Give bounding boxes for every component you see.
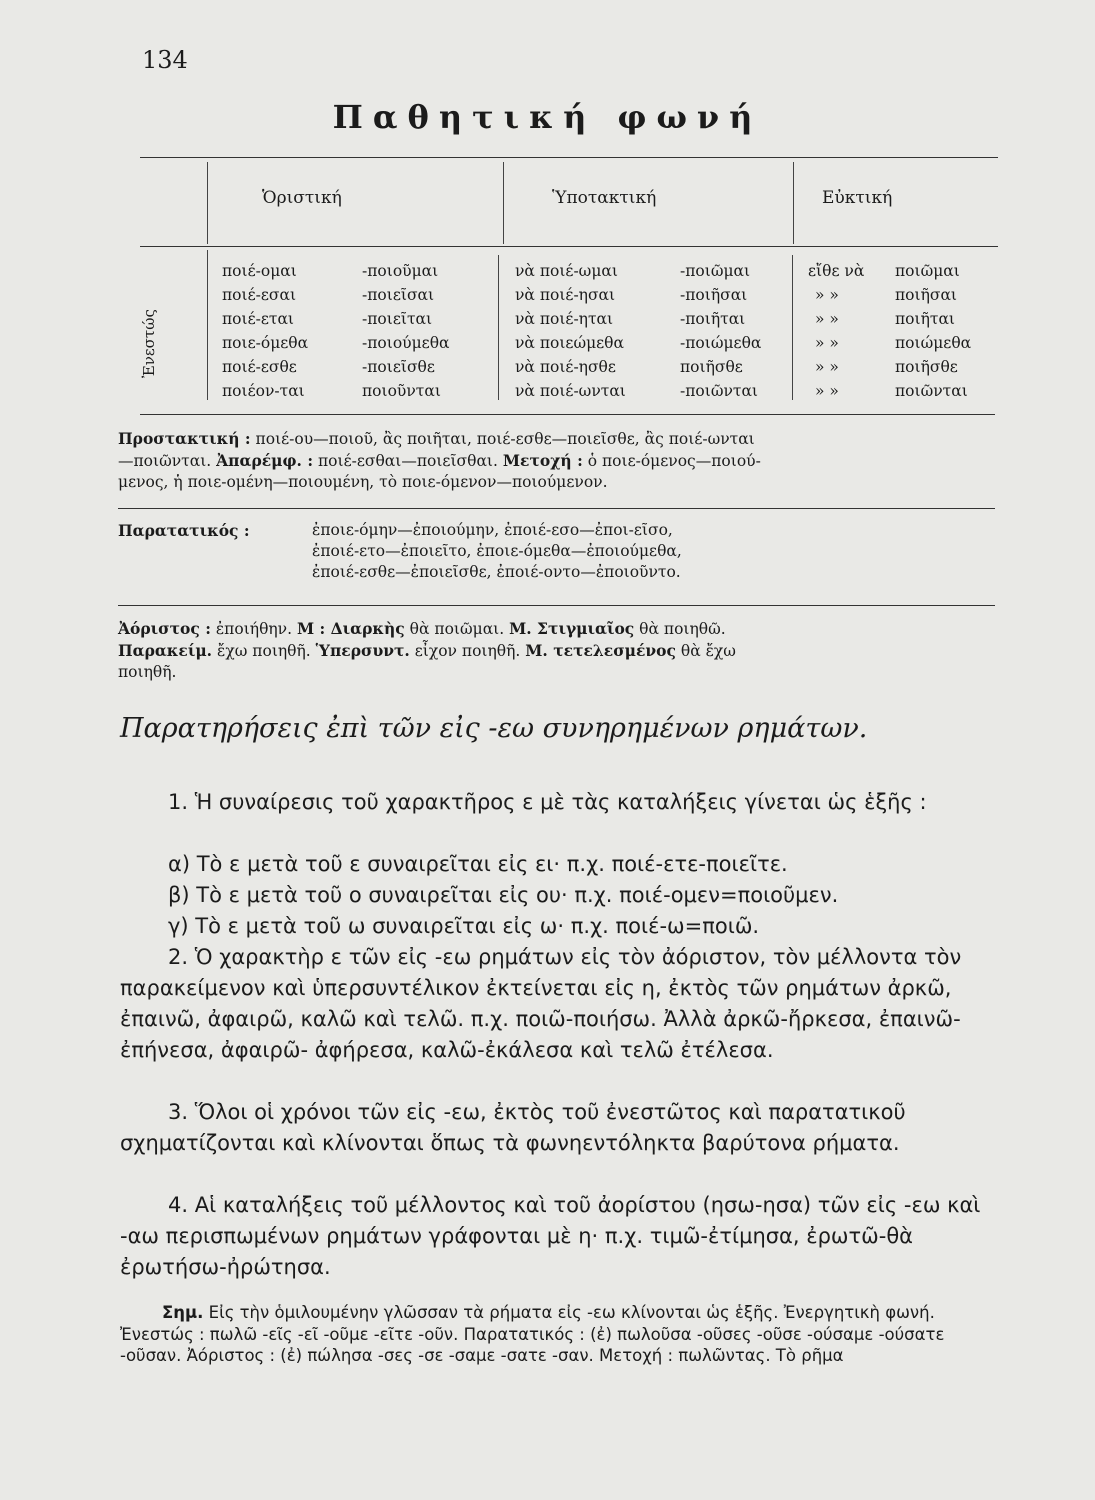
cell-sub-a: νὰ ποιέ-ωμαι: [515, 262, 618, 280]
cell-sub-a: νὰ ποιέ-ωνται: [515, 382, 626, 400]
imperfect-line: ἐποιέ-ετο—ἐποιεῖτο, ἐποιε-όμεθα—ἐποιούμεθα,: [312, 542, 682, 560]
infinitive-text: ποιέ-εσθαι—ποιεῖσθαι.: [313, 452, 503, 470]
participle-cont: μενος, ἡ ποιε-ομένη—ποιουμένη, τὸ ποιε-όμενον—ποιούμενον.: [118, 473, 608, 491]
cell-sub-a: νὰ ποιεώμεθα: [515, 334, 624, 352]
perfect-text: ἔχω ποιηθῆ.: [212, 642, 316, 660]
future-perfect-cont: ποιηθῆ.: [118, 663, 177, 681]
cell-sub-b: -ποιῶμαι: [680, 262, 751, 280]
cell-opt-a: » »: [815, 382, 839, 400]
observation-1: 1. Ἡ συναίρεσις τοῦ χαρακτῆρος ε μὲ τὰς καταλήξεις γίνεται ὡς ἑξῆς :: [168, 790, 927, 814]
cell-sub-b: ποιῆσθε: [680, 358, 743, 376]
column-divider: [207, 250, 208, 400]
column-divider: [793, 162, 794, 244]
infinitive-label: Ἀπαρέμφ. :: [216, 451, 314, 470]
future-simple-text: θὰ ποιηθῶ.: [634, 620, 726, 638]
imperfect-line: ἐποιέ-εσθε—ἐποιεῖσθε, ἐποιέ-οντο—ἐποιοῦντο.: [312, 563, 681, 581]
cell-opt-a: » »: [815, 286, 839, 304]
page-number: 134: [142, 46, 188, 74]
cell-opt-b: ποιῆσθε: [895, 358, 958, 376]
imperative-text: ποιέ-ου—ποιοῦ, ἂς ποιῆται, ποιέ-εσθε—ποιεῖσθε, ἂς ποιέ-ωνται: [250, 430, 755, 448]
cell-sub-b: -ποιώμεθα: [680, 334, 762, 352]
cell-ind-a: ποιέ-εσαι: [222, 286, 297, 304]
header-optative: Εὐκτική: [822, 188, 893, 208]
perfect-label: Παρακείμ.: [118, 641, 213, 660]
pluperfect-label: Ὑπερσυντ.: [315, 641, 410, 660]
cell-ind-b: -ποιούμεθα: [362, 334, 450, 352]
observation-1b: β) Τὸ ε μετὰ τοῦ ο συναιρεῖται εἰς ου· π.χ. ποιέ-ομεν=ποιοῦμεν.: [168, 883, 839, 907]
future-continuous-label: Μ : Διαρκὴς: [296, 619, 405, 638]
cell-sub-a: νὰ ποιέ-ησθε: [515, 358, 616, 376]
column-divider: [498, 255, 499, 400]
imperative-block: [118, 428, 998, 493]
participle-label: Μετοχή :: [502, 451, 583, 470]
cell-ind-b: -ποιεῖται: [362, 310, 433, 328]
imperfect-forms: [312, 520, 682, 583]
imperfect-line: ἐποιε-όμην—ἐποιούμην, ἐποιέ-εσο—ἐποι-εῖσο,: [312, 521, 673, 539]
cell-ind-a: ποιε-όμεθα: [222, 334, 309, 352]
observations-heading: Παρατηρήσεις ἐπὶ τῶν εἰς -εω συνηρημένων ρημάτων.: [120, 713, 868, 744]
future-perfect-label: Μ. τετελεσμένος: [525, 641, 676, 660]
tense-label-present: Ἐνεστώς: [140, 309, 158, 378]
cell-ind-a: ποιέον-ται: [222, 382, 305, 400]
section-rule: [118, 508, 995, 509]
cell-ind-b: -ποιεῖσθε: [362, 358, 435, 376]
aorist-label: Ἀόριστος :: [118, 619, 211, 638]
aorist-block: [118, 618, 998, 683]
footnote: [120, 1302, 990, 1367]
cell-sub-b: -ποιῆται: [680, 310, 746, 328]
future-continuous-text: θὰ ποιῶμαι.: [404, 620, 510, 638]
imperfect-label: Παρατατικός :: [118, 521, 250, 540]
observation-1a: α) Τὸ ε μετὰ τοῦ ε συναιρεῖται εἰς ει· π.χ. ποιέ-ετε-ποιεῖτε.: [168, 852, 788, 876]
cell-opt-b: ποιῶμαι: [895, 262, 960, 280]
participle-text: ὁ ποιε-όμενος—ποιού-: [582, 452, 761, 470]
cell-ind-b: ποιοῦνται: [362, 382, 441, 400]
column-divider: [792, 255, 793, 400]
cell-opt-b: ποιῆσαι: [895, 286, 958, 304]
aorist-text: ἐποιήθην.: [210, 620, 297, 638]
column-divider: [207, 162, 208, 244]
page-title: Παθητική φωνή: [332, 98, 763, 136]
observation-2: 2. Ὁ χαρακτὴρ ε τῶν εἰς -εω ρημάτων εἰς τὸν ἀόριστον, τὸν μέλλοντα τὸν παρακείμενον καὶ ὑπερσυντέλικον ἐκτείνεται εἰς η, ἐκτὸς τῶν ρημάτων ἀρκῶ, ἐπαινῶ, ἀφαιρῶ, καλῶ καὶ τελῶ. π.χ. ποιῶ-ποιήσω. Ἀλλὰ ἀρκῶ-ἤρκεσα, ἐπαινῶ-ἐπήνεσα, ἀφαιρῶ- ἀφήρεσα, καλῶ-ἐκάλεσα καὶ τελῶ ἐτέλεσα.: [120, 945, 962, 1062]
imperative-cont: —ποιῶνται.: [118, 452, 217, 470]
header-indicative: Ὁριστική: [262, 188, 342, 208]
table-top-rule: [140, 157, 998, 158]
cell-sub-a: νὰ ποιέ-ησαι: [515, 286, 616, 304]
cell-opt-a: » »: [815, 310, 839, 328]
future-perfect-text: θὰ ἔχω: [675, 642, 736, 660]
cell-opt-a: » »: [815, 334, 839, 352]
observation-4: 4. Αἱ καταλήξεις τοῦ μέλλοντος καὶ τοῦ ἀορίστου (ησω-ησα) τῶν εἰς -εω καὶ -αω περισπωμένων ρημάτων γράφονται μὲ η· π.χ. τιμῶ-ἐτίμησα, ἐρωτῶ-θὰ ἐρωτήσω-ἠρώτησα.: [120, 1193, 981, 1279]
observation-1c: γ) Τὸ ε μετὰ τοῦ ω συναιρεῖται εἰς ω· π.χ. ποιέ-ω=ποιῶ.: [168, 914, 760, 938]
cell-opt-b: ποιώμεθα: [895, 334, 972, 352]
observation-3: 3. Ὅλοι οἱ χρόνοι τῶν εἰς -εω, ἐκτὸς τοῦ ἐνεστῶτος καὶ παρατατικοῦ σχηματίζονται καὶ κλίνονται ὅπως τὰ φωνηεντόληκτα βαρύτονα ρήματα.: [120, 1100, 906, 1155]
cell-opt-a: » »: [815, 358, 839, 376]
cell-ind-b: -ποιοῦμαι: [362, 262, 439, 280]
pluperfect-text: εἶχον ποιηθῆ.: [409, 642, 526, 660]
cell-sub-a: νὰ ποιέ-ηται: [515, 310, 614, 328]
cell-opt-b: ποιῆται: [895, 310, 956, 328]
future-simple-label: Μ. Στιγμιαῖος: [509, 619, 635, 638]
table-bottom-rule: [140, 414, 995, 415]
section-rule: [118, 605, 995, 606]
cell-opt-b: ποιῶνται: [895, 382, 968, 400]
cell-sub-b: -ποιῶνται: [680, 382, 759, 400]
table-header-rule: [140, 246, 998, 247]
cell-ind-a: ποιέ-ομαι: [222, 262, 297, 280]
footnote-text: Εἰς τὴν ὁμιλουμένην γλῶσσαν τὰ ρήματα εἰς -εω κλίνονται ὡς ἑξῆς. Ἐνεργητικὴ φωνή. Ἐνεστώς : πωλῶ -εῖς -εῖ -οῦμε -εῖτε -οῦν. Παρατατικός : (ἐ) πωλοῦσα -οῦσες -οῦσε -ούσαμε -ούσατε -οῦσαν. Ἀόριστος : (ἐ) πώλησα -σες -σε -σαμε -σατε -σαν. Μετοχή : πωλῶντας. Τὸ ρῆμα: [120, 1303, 945, 1365]
footnote-label: Σημ.: [162, 1303, 204, 1322]
header-subjunctive: Ὑποτακτική: [552, 188, 657, 208]
cell-ind-a: ποιέ-εται: [222, 310, 295, 328]
cell-opt-a: εἴθε νὰ: [808, 262, 865, 280]
imperative-label: Προστακτική :: [118, 429, 251, 448]
cell-ind-a: ποιέ-εσθε: [222, 358, 297, 376]
cell-ind-b: -ποιεῖσαι: [362, 286, 435, 304]
column-divider: [503, 162, 504, 244]
cell-sub-b: -ποιῆσαι: [680, 286, 748, 304]
